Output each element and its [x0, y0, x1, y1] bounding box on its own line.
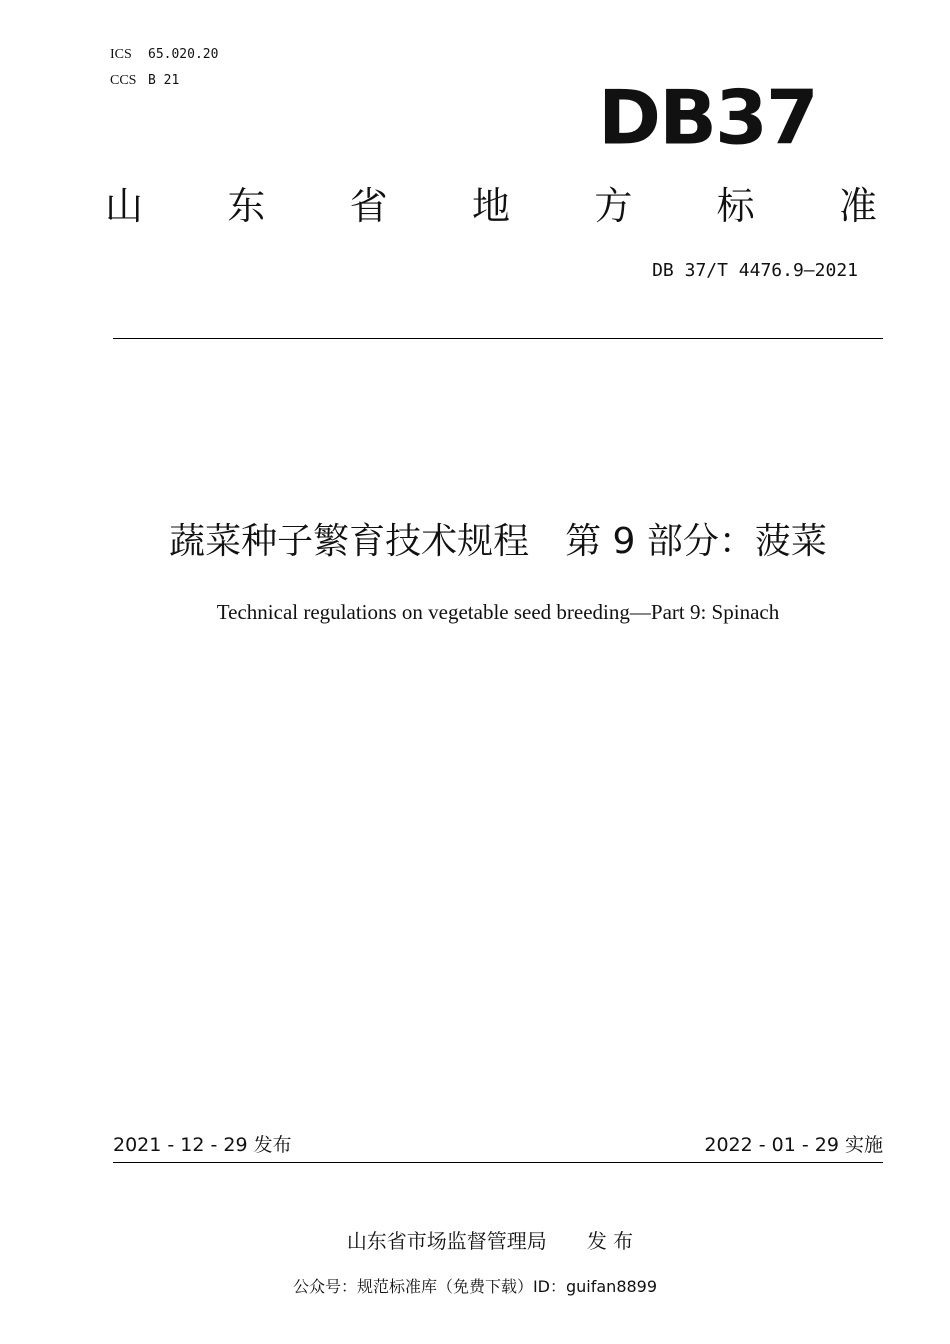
db37-logo: DB37	[598, 73, 817, 162]
issuing-authority-name: 山东省市场监督管理局	[346, 1229, 547, 1253]
document-title-chinese: 蔬菜种子繁育技术规程 第 9 部分：菠菜	[169, 521, 827, 562]
ccs-value: B 21	[148, 73, 180, 88]
footer-divider	[113, 1162, 883, 1163]
issuing-action: 发 布	[586, 1229, 634, 1253]
header-divider	[113, 338, 883, 339]
ics-label: ICS	[110, 47, 132, 62]
ics-value: 65.020.20	[148, 47, 219, 62]
standard-type-char: 地	[471, 184, 510, 228]
issuing-authority	[0, 1226, 950, 1256]
standard-number: DB 37/T 4476.9—2021	[652, 260, 858, 281]
ics-classification	[110, 46, 218, 64]
standard-type-char: 准	[838, 184, 877, 228]
standard-type-char: 方	[594, 184, 633, 228]
issue-date: 2021 - 12 - 29 发布	[113, 1134, 292, 1156]
standard-type-char: 山	[105, 184, 144, 228]
ccs-label: CCS	[110, 73, 137, 88]
standard-type-heading	[105, 182, 877, 230]
standard-type-char: 省	[349, 184, 388, 228]
standard-type-char: 标	[716, 184, 755, 228]
standard-type-char: 东	[227, 184, 266, 228]
footer-note: 公众号：规范标准库（免费下载）ID：guifan8899	[292, 1277, 658, 1296]
ccs-classification	[110, 72, 179, 90]
implementation-date: 2022 - 01 - 29 实施	[704, 1134, 883, 1156]
document-title-english: Technical regulations on vegetable seed breeding—Part 9: Spinach	[216, 600, 780, 624]
